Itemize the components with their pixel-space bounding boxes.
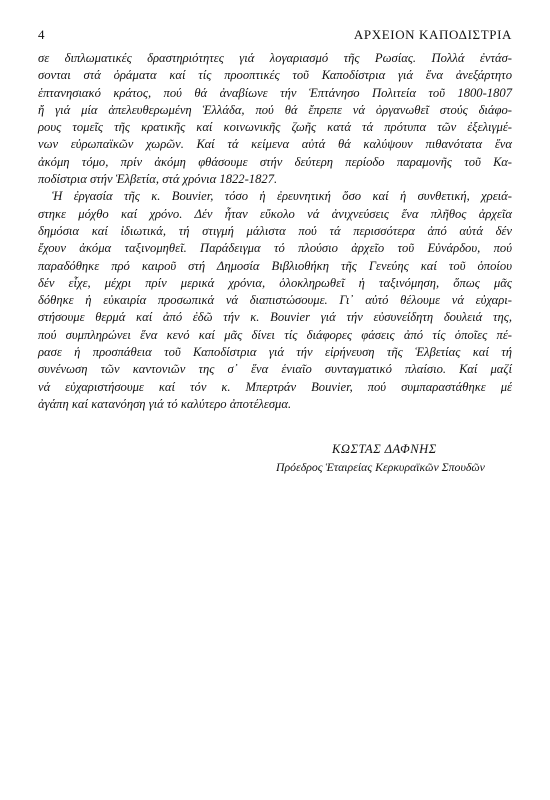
text-line: πού συμπληρώνει ἕνα κενό καί μᾶς δίνει τίς διάφορες φάσεις ἀπό τίς ὁποῖες πέ- <box>38 327 512 342</box>
text-line: νά εὐχαριστήσουμε καί τόν κ. Μπερτράν Bouvier, πού συμπαραστάθηκε μέ <box>38 379 512 394</box>
text-line: νων εὐρωπαϊκῶν χωρῶν. Καί τά κείμενα αὐτά θά καλύψουν πιθανότατα ἕνα <box>38 137 512 152</box>
signatory-name: ΚΩΣΤΑΣ ΔΑΦΝΗΣ <box>332 442 437 456</box>
text-line: ἀγάπη καί κατανόηση γιά τό καλύτερο ἀποτέλεσμα. <box>38 396 292 411</box>
text-line: στήσουμε θερμά καί ἀπό ἐδῶ τήν κ. Bouvier γιά τήν εὐσυνείδητη δουλειά της, <box>38 310 512 325</box>
text-line: ἔχουν ἀκόμα ταξινομηθεῖ. Παράδειγμα τό πλούσιο ἀρχεῖο τοῦ Εὐνάρδου, πού <box>38 241 512 256</box>
text-line: ἀκόμη τόμο, πρίν ἀκόμη φθάσουμε στήν δεύτερη περίοδο παραμονῆς τοῦ Κα- <box>38 154 512 169</box>
text-line: δέν εἶχε, μέχρι πρίν μερικά χρόνια, ὁλοκληρωθεῖ ἡ ταξινόμηση, ὅπως μᾶς <box>38 275 512 290</box>
text-line: συνένωση τῶν καντονιῶν της σ᾿ ἕνα ἑνιαῖο συνταγματικό πλαίσιο. Καί μαζί <box>38 362 512 377</box>
text-line: ρους τομεῖς τῆς κρατικῆς καί κοινωνικῆς ζωῆς κατά τά πρότυπα τῶν ἐξελιγμέ- <box>38 120 512 135</box>
text-line: δημόσια καί ἰδιωτικά, τή στιγμή μάλιστα πού τά περισσότερα ἀπό αὐτά δέν <box>38 223 512 238</box>
text-line: ρασε ἡ προσπάθεια τοῦ Καποδίστρια γιά τήν εἰρήνευση τῆς Ἑλβετίας καί τή <box>38 345 512 360</box>
text-line: σονται στά ὁράματα καί τίς προοπτικές τοῦ Καποδίστρια γιά ἕνα ἀνεξάρτητο <box>38 68 512 83</box>
running-title: ΑΡΧΕΙΟΝ ΚΑΠΟΔΙΣΤΡΙΑ <box>353 27 512 42</box>
page-number: 4 <box>38 27 45 42</box>
text-line: δόθηκε ἡ εὐκαιρία προσωπικά νά διαπιστώσουμε. Γι᾿ αὐτό θέλουμε νά εὐχαρι- <box>38 293 512 308</box>
signatory-title: Πρόεδρος Ἑταιρείας Κερκυραϊκῶν Σπουδῶν <box>276 460 485 474</box>
text-line: παραδόθηκε πρό καιροῦ στή Δημοσία Βιβλιοθήκη τῆς Γενεύης καί τοῦ ὁποίου <box>38 258 512 273</box>
text-line: σε διπλωματικές δραστηριότητες γιά λογαριασμό τῆς Ρωσίας. Πολλά ἐντάσ- <box>38 51 512 65</box>
text-line: ποδίστρια στήν Ἑλβετία, στά χρόνια 1822-1827. <box>38 172 278 187</box>
paragraph-start-line: Ἡ ἐργασία τῆς κ. Bouvier, τόσο ἡ ἐρευνητική ὅσο καί ἡ συνθετική, χρειά- <box>52 189 512 204</box>
text-line: ἑπτανησιακό κράτος, πού θά ἀναβίωνε τήν Ἑπτάνησο Πολιτεία τοῦ 1800-1807 <box>38 85 512 100</box>
text-line: στηκε μόχθο καί χρόνο. Δέν ἦταν εὔκολο νά ἀνιχνεύσεις ἕνα πλῆθος ἀρχεῖα <box>38 206 512 221</box>
body-text <box>38 50 512 413</box>
page-header <box>38 27 512 43</box>
text-line: ἤ γιά μία ἀπελευθερωμένη Ἑλλάδα, πού θά ἔπρεπε νά ὀργανωθεῖ στούς διάφο- <box>38 102 512 117</box>
